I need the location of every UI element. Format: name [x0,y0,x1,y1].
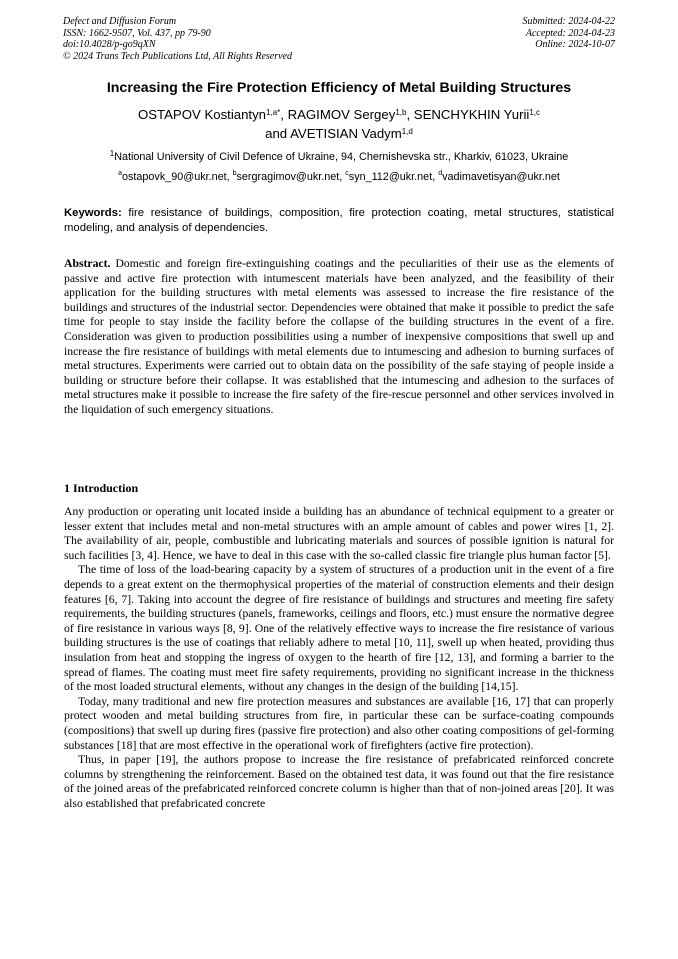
introduction-body [64,503,614,811]
doi-line: doi:10.4028/p-go9qXN [63,39,156,51]
paragraph: Thus, in paper [19], the authors propose to increase the fire resistance of prefabricated reinforced concrete columns by strengthening the reinforcement. Based on the obtained test data, it was found out that the fire resistance of the joined areas of the prefabricated reinforced concrete column is higher than that of non-joined areas [20]. It was also established that prefabricated concrete [64,753,614,810]
author-and: and [265,126,288,141]
keywords-label: Keywords: [64,207,122,219]
keywords-block [64,206,614,236]
author-affil-sup: 1,b [395,108,407,117]
author-name: SENCHYKHIN Yurii [413,107,530,122]
copyright-line: © 2024 Trans Tech Publications Ltd, All Rights Reserved [63,50,292,62]
section-heading: 1 Introduction [64,481,139,495]
affiliation [40,151,638,163]
affiliation-text: National University of Civil Defence of Ukraine, 94, Chernishevska str., Kharkiv, 61023, Ukraine [114,151,569,163]
affiliation-sup: 1 [109,149,115,158]
paragraph: Today, many traditional and new fire protection measures and substances are available [16, 17] that can properly protect wooden and metal building structures from fire, in particular these can be surface-coating compounds (compositions) that swell up during fires (passive fire protection) and also other coating compositions of gel-forming substances [18] that are most effective in the operational work of firefighters (active fire protection). [64,694,614,752]
author-name: RAGIMOV Sergey [287,107,396,122]
author-affil-sup: 1,d [401,127,413,136]
abstract-label: Abstract. [64,257,111,270]
paragraph: Any production or operating unit located inside a building has an abundance of technical equipment to a greater or lesser extent that includes metal and non-metal structures with an ample amount of cables and power wires [1, 2]. The availability of air, people, combustible and lubricating materials and sources of possible ignition is natural for such facilities [3, 4]. Hence, we have to deal in this case with the so-called classic fire triangle plus human factor [5]. [64,505,614,562]
paragraph: The time of loss of the load-bearing capacity by a system of structures of a production unit in the event of a fire depends to a great extent on the thermophysical properties of the material of construction elements and their design features [6, 7]. Taking into account the degree of fire resistance of buildings and structures and meeting fire safety requirements, the building structures (panels, frameworks, ceilings and floors, etc.) must ensure the normative degree of fire resistance in various ways [8, 9]. One of the relatively effective ways to increase the fire resistance of various building structures is the use of coatings that reliably adhere to metal [10, 11], swell up when heated, providing thus insulation from heat and stopping the ingress of oxygen to the hearth of fire [12, 13], and forming a barrier to the spread of flames. The coating must meet fire safety requirements, providing no significant increase in the thickness of the most loaded structural elements, without any changes in the design of the building [14,15]. [64,563,614,694]
email-link[interactable]: vadimavetisyan@ukr.net [442,171,560,183]
abstract-block [64,257,614,418]
author-affil-sup: 1,c [529,108,540,117]
author-name: AVETISIAN Vadym [290,126,402,141]
keywords-text: fire resistance of buildings, composition, fire protection coating, metal structures, statistical modeling, and analysis of dependencies. [64,207,614,234]
email-sup: b [232,170,237,177]
email-list: $^a$ostapovk_90@ukr.net, $^b$sergragimov@ukr.net, $^c$syn_112@ukr.net, $^d$vadimavetisyan@ukr.net [118,170,560,183]
abstract-text: Domestic and foreign fire-extinguishing coatings and the peculiarities of their use as the elements of passive and active fire protection with intumescent materials have been analyzed, and the feasibility of their application for the building structures with metal elements was assessed to increase the fire resistance of the buildings and structures of the industrial sector. Dependencies were obtained that make it possible to predict the safe time for people to stay inside the facility before the collapse of the building structures in the event of a fire. Consideration was given to production possibilities using a number of inexpensive compositions that swell up and increase the fire resistance of buildings with metal elements due to intumescing and adhesion to burning surfaces of metal structures. Experiments were carried out to obtain data on the possibility of the safe staying of people inside a building or structure before their collapse. It was established that the intumescing and adhesion to the surfaces of metal structures make it possible to increase the fire safety of the fire-rescue personnel and other services involved in the liquidation of such emergency situations. [64,257,614,416]
issn-line: ISSN: 1662-9507, Vol. 437, pp 79-90 [63,27,211,39]
journal-name: Defect and Diffusion Forum [63,16,177,27]
email-link[interactable]: syn_112@ukr.net [348,171,433,183]
author-affil-sup: 1,a* [266,108,281,117]
email-link[interactable]: ostapovk_90@ukr.net [122,171,227,183]
author-list: OSTAPOV Kostiantyn$^{1,a*}$, RAGIMOV Sergey$^{1,b}$, SENCHYKHIN Yurii$^{1,c}$ and AVETISIAN Vadym$^{1,d}$ [138,107,540,141]
accepted-date: Accepted: 2024-04-23 [525,27,615,39]
journal-header [63,16,292,62]
email-link[interactable]: sergragimov@ukr.net [236,171,340,183]
dates-header [523,16,616,51]
paper-title: Increasing the Fire Protection Efficiency of Metal Building Structures [106,80,572,96]
email-sup: c [345,170,349,177]
submitted-date: Submitted: 2024-04-22 [522,16,615,27]
email-sup: d [438,170,443,177]
author-name: OSTAPOV Kostiantyn [138,107,267,122]
online-date: Online: 2024-10-07 [535,39,615,51]
email-sup: a [118,170,122,177]
